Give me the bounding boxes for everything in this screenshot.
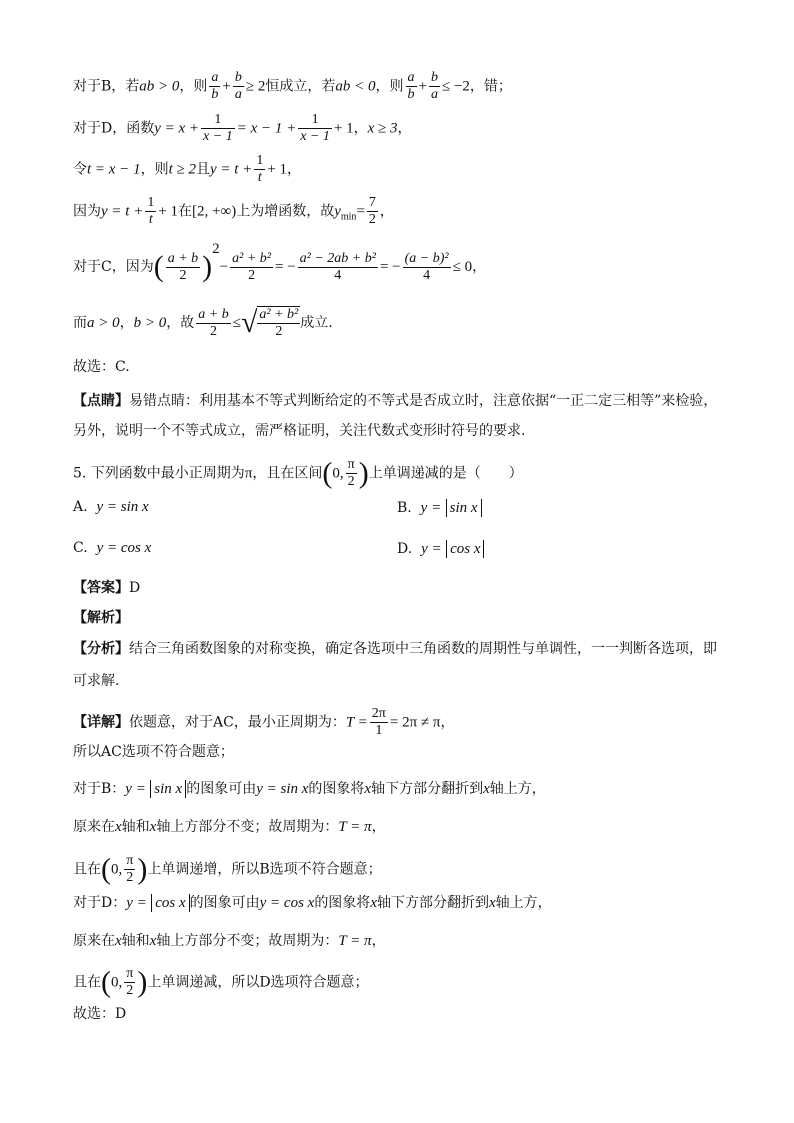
text: 另外，说明一个不等式成立，需严格证明，关注代数式变形时符号的要求. [73,423,526,439]
text: ，则 [179,78,208,95]
fraction: $\frac{2\pi}{1}$ [371,706,386,738]
math: [2, +∞) [192,203,237,220]
line-answer-c [73,358,130,376]
fraction: $\frac{7}{2}$ [368,195,376,227]
math: t = x − 1 [87,161,141,178]
fraction: $\frac{a + b}{2}$ [198,306,229,339]
line-increasing: 因为y = t + $\frac{1}{t}$ + 1在[2, +∞)上为增函数，故$y_{min}=$ $\frac{7}{2}$ ， [73,195,394,227]
text: 对于C，因为 [73,259,154,275]
math: = x − 1 + [236,120,297,137]
math: y = t + [209,161,253,178]
line-conclusion-c: 而a > 0，b > 0，故 $\frac{a + b}{2}$ ≤√ $\frac{\text{a² + b²}}{2}$ 成立. [73,306,333,339]
detail-b: 对于B：y = sin x 的图象可由y = sin x的图象将x轴下方部分翻折到x轴上方， [73,781,546,797]
math: a > 0 [87,315,120,331]
square-root: √ $\frac{\text{a² + b²}}{2}$ [240,306,299,339]
line-note-2 [73,422,525,440]
text: 因为 [73,203,101,220]
detail-ac-conclusion: 所以AC选项不符合题意； [73,744,234,760]
question-text: 5. 下列函数中最小正周期为 [73,465,245,482]
text: 对于B，若 [73,78,140,95]
fraction: $\frac{b}{a}$ [430,70,438,102]
fraction: $\frac{\pi}{2}$ [126,853,134,885]
fraction: $\frac{b}{a}$ [234,70,242,102]
math: x ≥ 3 [367,120,398,137]
text: 上为增函数，故 [236,203,335,220]
tag: 【点睛】 [73,393,129,409]
fraction: $\frac{\text{a² + b²}}{2}$ [232,250,271,283]
line-substitution: 令t = x − 1，则t ≥ 2且y = t + $\frac{1}{t}$ + 1， [73,153,302,185]
line-note [73,392,717,410]
detail-d: 对于D：y = cos x 的图象可由y = cos x的图象将x轴下方部分翻折到x轴上方， [73,895,552,911]
analysis-summary-2: 可求解. [73,673,120,689]
option-a: A. y = sin x [73,499,149,515]
fraction: $\frac{\pi}{2}$ [347,457,355,489]
fraction: $\frac{\text{a² − 2ab + b²}}{4}$ [299,250,376,283]
text: 恒成立，若 [265,78,336,95]
line-c-case: 对于C，因为( $\frac{a + b}{2}$ )$^2$− $\frac{\text{a² + b²}}{2}$ = − $\frac{\text{a² − 2ab + b²}}{4}$ = − $\frac{\text{(a − b)²}}{4}$ ≤ 0， [73,241,487,283]
math: b > 0 [133,315,167,331]
fraction: $\frac{1}{t}$ [256,153,264,185]
option-b: B. y = sin x [397,499,482,517]
option-d: D. y = cos x [397,540,484,558]
answer: 【答案】D [73,580,141,596]
text: ，错； [469,78,512,95]
text: 而 [73,315,87,331]
line-d-function: 对于D，函数y = x + $\frac{1}{x - 1}$ = x − 1 + $\frac{1}{x - 1}$ + 1，x ≥ 3， [73,112,412,144]
text: 成立. [300,315,333,331]
text: 对于D，函数 [73,120,155,137]
fraction: $\frac{\text{(a − b)²}}{4}$ [404,250,449,283]
math: t ≥ 2 [168,161,196,178]
math: y = x + [154,120,200,137]
text: 且 [195,161,210,178]
fraction: $\frac{\pi}{2}$ [126,966,134,998]
text: 易错点睛：利用基本不等式判断给定的不等式是否成立时，注意依据“一正二定三相等”来检验， [129,393,718,409]
fraction: $\frac{1}{x - 1}$ [203,112,233,144]
fraction: $\frac{a + b}{2}$ [167,250,199,283]
analysis-heading: 【解析】 [73,610,129,626]
final-answer: 故选：D [73,1006,127,1022]
text: ，故 [166,315,195,331]
analysis-summary: 【分析】结合三角函数图象的对称变换，确定各选项中三角函数的周期性与单调性，一一判断各选项，即 [73,641,717,657]
fraction: $\frac{1}{x - 1}$ [300,112,330,144]
math: ab > 0 [139,78,180,95]
text: ，则 [375,78,404,95]
question-5: 5. 下列函数中最小正周期为π，且在区间(0, $\frac{\pi}{2}$ )上单调递减的是（ ） [73,456,523,490]
option-c: C. y = cos x [73,540,152,556]
text: 令 [73,161,87,178]
text: 在 [178,203,193,220]
fraction: $\frac{1}{t}$ [147,195,155,227]
detail-d-period: 原来在x轴和x轴上方部分不变；故周期为：T = π， [73,933,386,949]
line-b-case: 对于B，若ab > 0，则 $\frac{a}{b}$ + $\frac{b}{a}$ ≥ 2恒成立，若ab < 0，则 $\frac{a}{b}$ + $\frac{b}{a}$ ≤ −2，错； [73,70,512,102]
text: 故选：C. [73,359,130,375]
text: ，则 [140,161,169,178]
math: ab < 0 [335,78,376,95]
detail-b-period: 原来在x轴和x轴上方部分不变；故周期为：T = π， [73,819,386,835]
fraction: $\frac{a}{b}$ [407,70,415,102]
fraction: $\frac{a}{b}$ [211,70,219,102]
detail-ac: 【详解】依题意，对于AC，最小正周期为：T = $\frac{2\pi}{1}$ = 2π ≠ π， [73,706,455,738]
math: y = t + [101,203,144,220]
detail-b-monotonic: 且在(0, $\frac{\pi}{2}$ )上单调递增，所以B选项不符合题意； [73,852,382,886]
detail-d-monotonic: 且在(0, $\frac{\pi}{2}$ )上单调递减，所以D选项符合题意； [73,965,369,999]
